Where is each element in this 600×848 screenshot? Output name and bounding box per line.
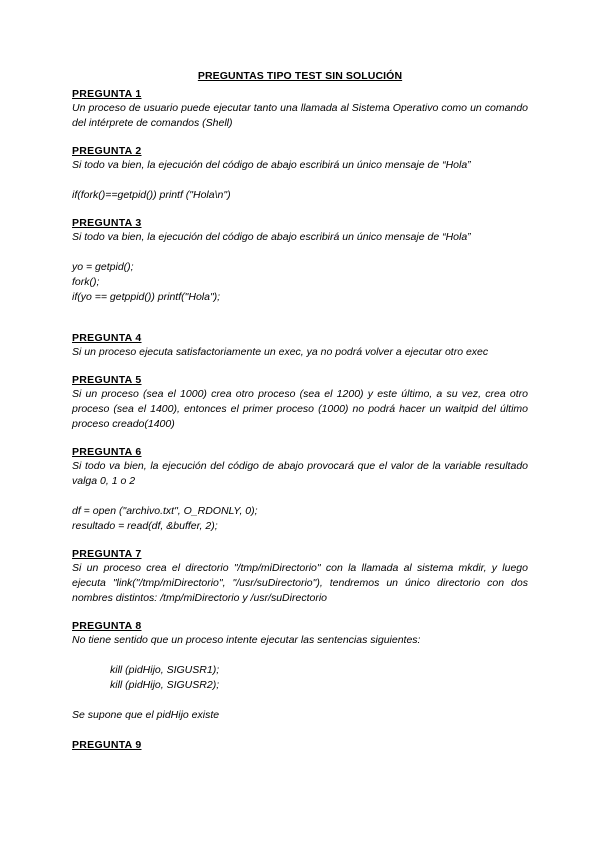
question-8 xyxy=(72,620,528,723)
code-line: kill (pidHijo, SIGUSR1); xyxy=(110,664,220,676)
code-line: df = open ("archivo.txt", O_RDONLY, 0); xyxy=(72,505,258,517)
question-text: Si todo va bien, la ejecución del código de abajo provocará que el valor de la variable resultado valga 0, 1 o 2 xyxy=(72,460,528,487)
question-heading: PREGUNTA 3 xyxy=(72,217,142,229)
question-heading: PREGUNTA 6 xyxy=(72,446,142,458)
question-4 xyxy=(72,332,528,360)
question-text: Si un proceso crea el directorio "/tmp/miDirectorio" con la llamada al sistema mkdir, y luego ejecuta "link("/tmp/miDirectorio", "/usr/suDirectorio"), tendremos un único directorio con dos nombres distintos: /tmp/miDirectorio y /usr/suDirectorio xyxy=(72,562,528,604)
question-7 xyxy=(72,548,528,606)
question-text: Si un proceso ejecuta satisfactoriamente un exec, ya no podrá volver a ejecutar otro exec xyxy=(72,346,489,358)
code-line: if(yo == getppid()) printf("Hola"); xyxy=(72,291,221,303)
question-heading: PREGUNTA 4 xyxy=(72,332,142,344)
code-line: kill (pidHijo, SIGUSR2); xyxy=(110,679,220,691)
page-title: PREGUNTAS TIPO TEST SIN SOLUCIÓN xyxy=(197,70,403,82)
code-line: if(fork()==getpid()) printf ("Hola\n") xyxy=(72,189,231,201)
question-2 xyxy=(72,145,528,203)
code-line: resultado = read(df, &buffer, 2); xyxy=(72,520,218,532)
question-heading: PREGUNTA 2 xyxy=(72,145,142,157)
question-heading: PREGUNTA 8 xyxy=(72,620,142,632)
question-heading: PREGUNTA 5 xyxy=(72,374,142,386)
question-5 xyxy=(72,374,528,432)
question-heading: PREGUNTA 9 xyxy=(72,739,142,751)
question-heading: PREGUNTA 7 xyxy=(72,548,142,560)
question-text: Si un proceso (sea el 1000) crea otro proceso (sea el 1200) y este último, a su vez, crea otro proceso (sea el 1400), entonces el primer proceso (1000) no podrá hacer un waitpid del último proceso creado(1400) xyxy=(72,388,528,430)
question-6 xyxy=(72,446,528,534)
question-text: Si todo va bien, la ejecución del código de abajo escribirá un único mensaje de “Hola” xyxy=(72,159,471,171)
question-note: Se supone que el pidHijo existe xyxy=(72,709,220,721)
question-1 xyxy=(72,88,528,131)
code-line: fork(); xyxy=(72,276,100,288)
question-text: Un proceso de usuario puede ejecutar tanto una llamada al Sistema Operativo como un comando del intérprete de comandos (Shell) xyxy=(72,102,528,129)
question-text: No tiene sentido que un proceso intente ejecutar las sentencias siguientes: xyxy=(72,634,421,646)
question-9 xyxy=(72,739,528,752)
document-page xyxy=(72,70,528,752)
question-3 xyxy=(72,217,528,305)
code-line: yo = getpid(); xyxy=(72,261,134,273)
question-heading: PREGUNTA 1 xyxy=(72,88,142,100)
question-text: Si todo va bien, la ejecución del código de abajo escribirá un único mensaje de “Hola” xyxy=(72,231,471,243)
